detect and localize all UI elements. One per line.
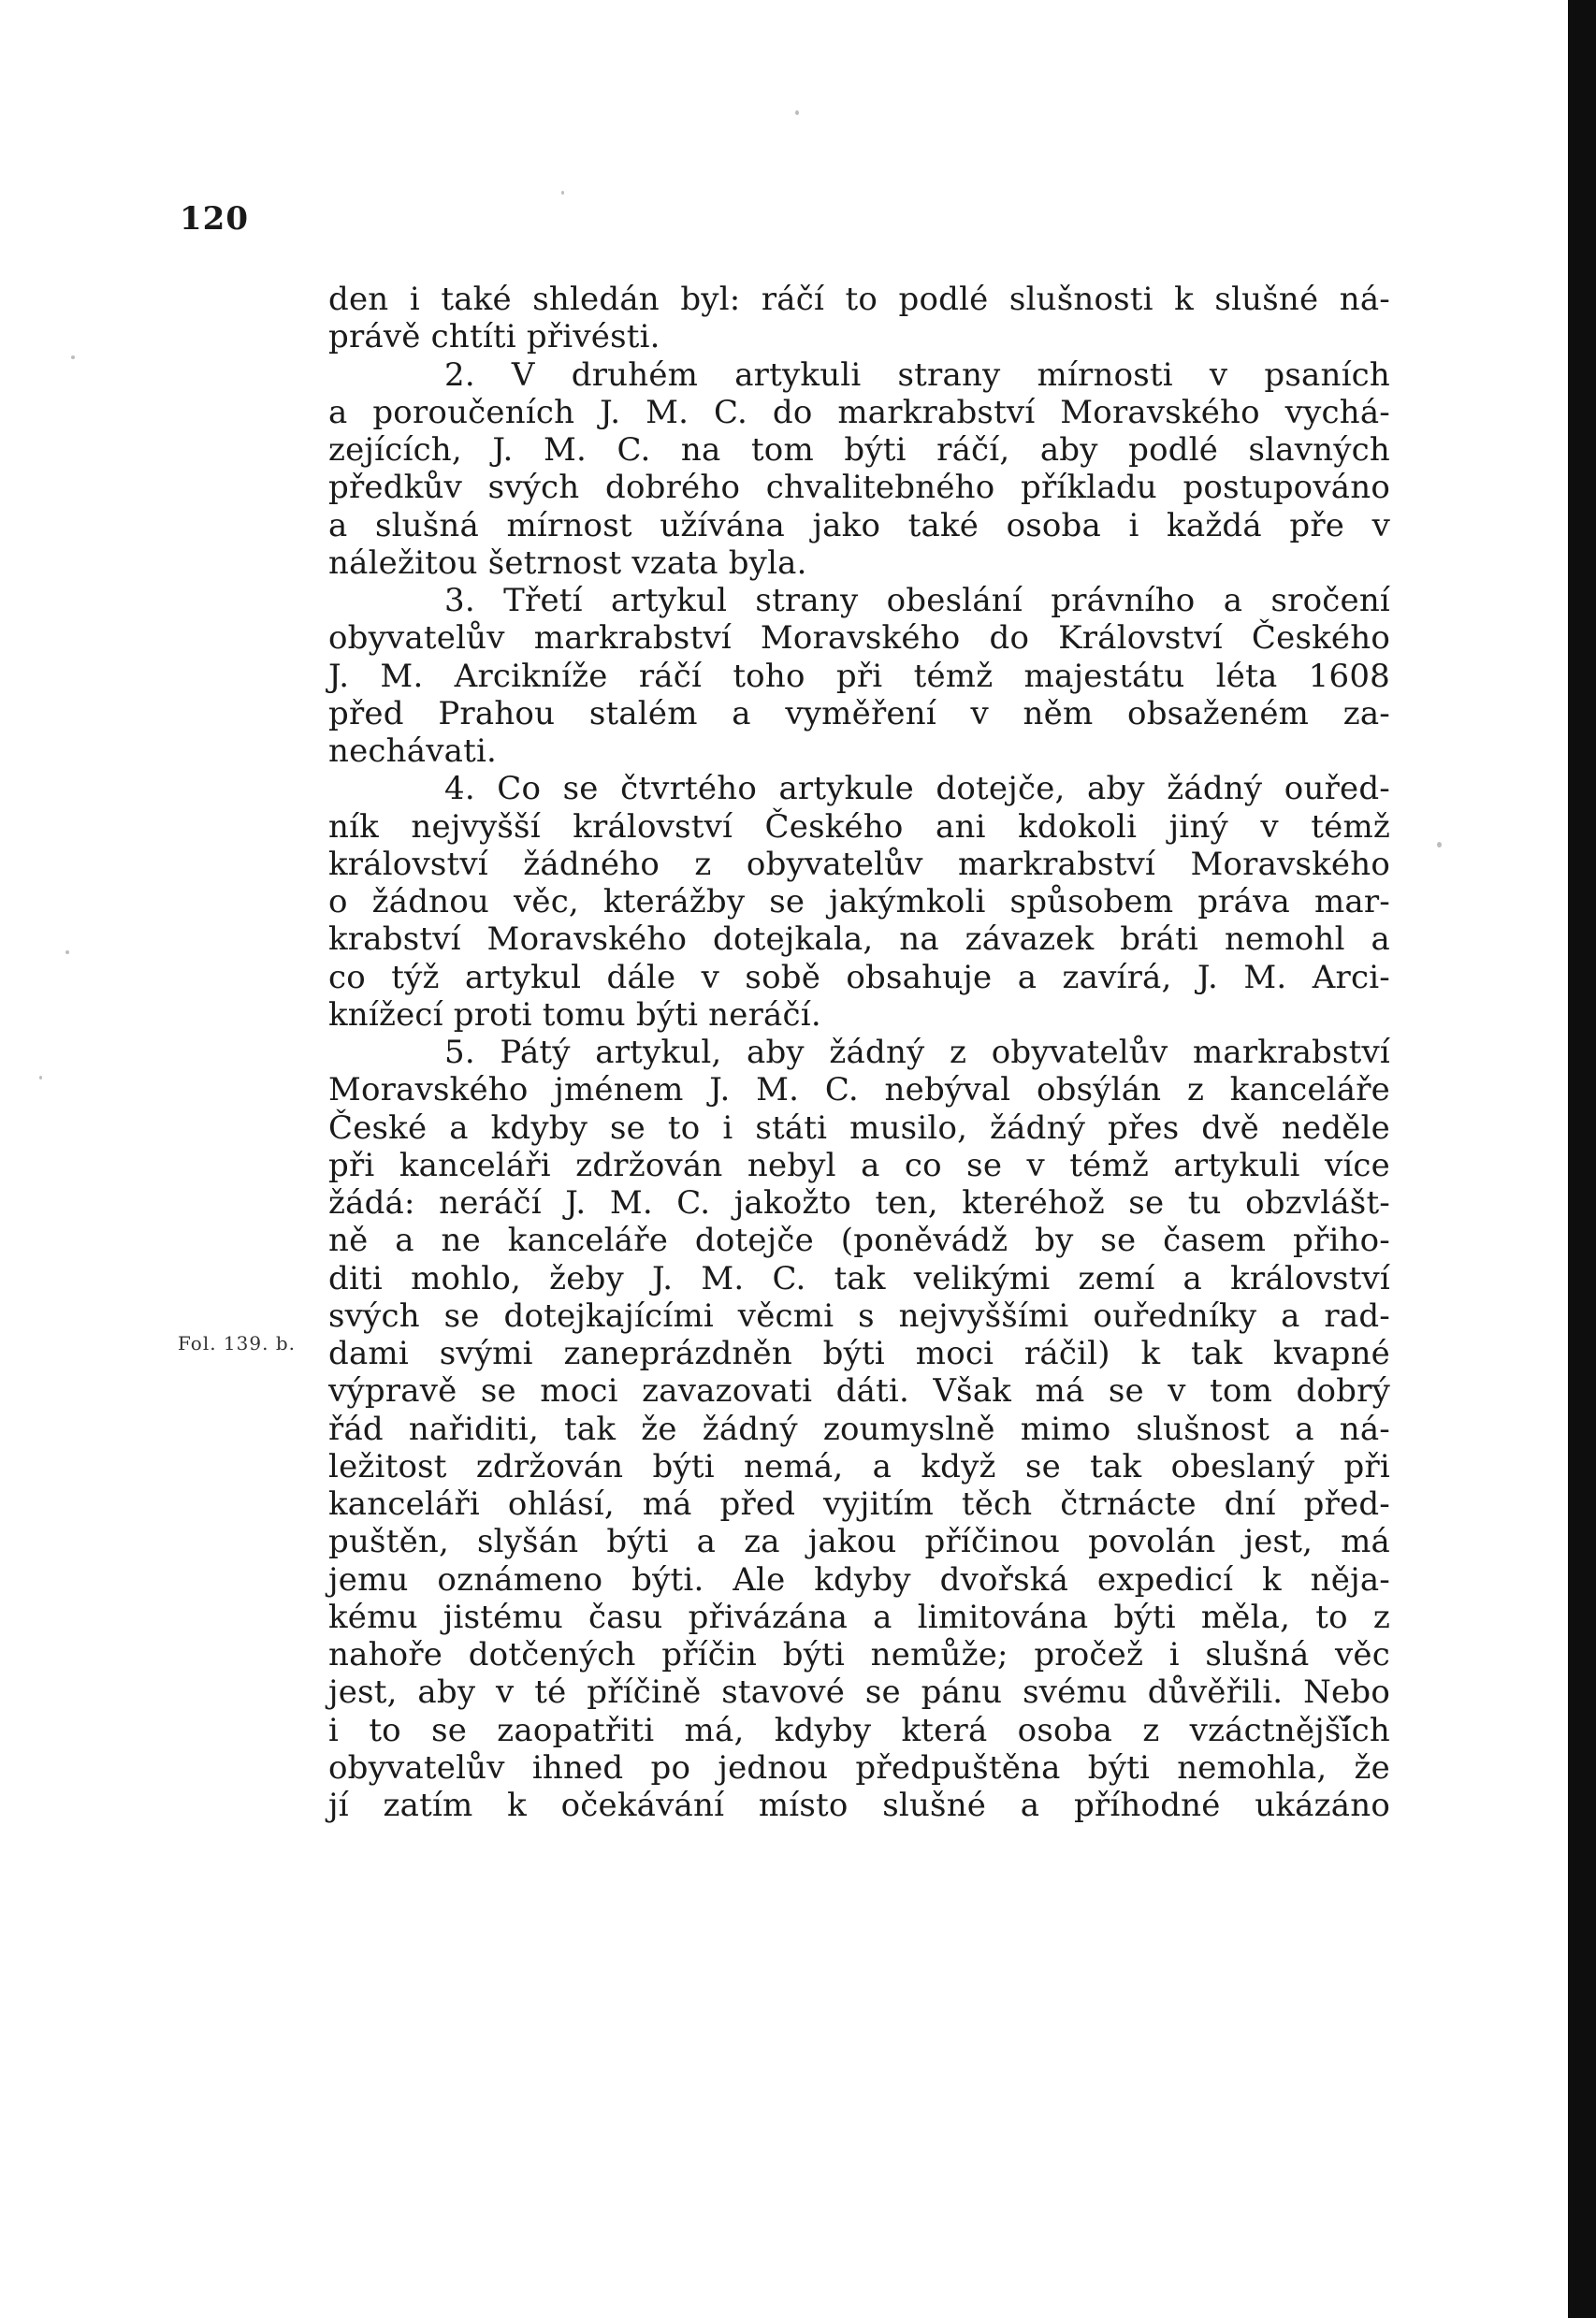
text-line: náležitou šetrnost vzata byla. [328,543,807,582]
text-line: jest, aby v té příčině stavové se pánu svému důvěřili. Nebo [328,1673,1390,1712]
text-line: jemu oznámeno býti. Ale kdyby dvořská expedicí k něja- [328,1560,1390,1599]
text-line: puštěn, slyšán býti a za jakou příčinou povolán jest, má [328,1523,1390,1561]
text-line: svých se dotejkajícími věcmi s nejvyššími ouředníky a rad- [328,1297,1390,1335]
scan-speck [65,950,69,954]
text-line: a slušná mírnost užívána jako také osoba i každá pře v [328,506,1390,544]
text-line: 3. Třetí artykul strany obeslání právního a sročení [444,582,1390,619]
text-line: knížecí proti tomu býti neráčí. [328,995,821,1034]
text-line: ležitost zdržován býti nemá, a když se tak obeslaný při [328,1447,1390,1485]
paragraph-5 [328,1034,1390,1824]
text-line: J. M. Arcikníže ráčí toho při témž majestátu léta 1608 [328,657,1390,695]
text-line: den i také shledán byl: ráčí to podlé slušnosti k slušné ná- [328,281,1390,318]
text-line: co týž artykul dále v sobě obsahuje a zavírá, J. M. Arci- [328,958,1390,996]
text-line: kanceláři ohlásí, má před vyjitím těch čtrnácte dní před- [328,1485,1390,1523]
page-edge [1568,0,1596,2318]
text-line: 4. Co se čtvrtého artykule dotejče, aby žádný ouřed- [444,770,1390,808]
scan-speck [561,191,564,195]
text-line: Moravského jménem J. M. C. nebýval obsýlán z kanceláře [328,1071,1390,1109]
text-line: při kanceláři zdržován nebyl a co se v témž artykuli více [328,1146,1390,1184]
text-line: právě chtíti přivésti. [328,318,660,356]
body-text [328,281,1390,1824]
text-line: jí zatím k očekávání místo slušné a příhodné ukázáno [328,1787,1390,1824]
paragraph-1 [328,281,1390,356]
text-line: dami svými zaneprázdněn býti moci ráčil) k tak kvapné [328,1335,1390,1372]
page-number: 120 [180,200,249,238]
text-line: žádá: neráčí J. M. C. jakožto ten, kteréhož se tu obzvlášt- [328,1184,1390,1222]
text-line: nahoře dotčených příčin býti nemůže; pročež i slušná věc [328,1636,1390,1673]
text-line: kému jistému času přivázána a limitována býti měla, to z [328,1598,1390,1636]
text-line: České a kdyby se to i státi musilo, žádný přes dvě neděle [328,1108,1390,1147]
text-line: 2. V druhém artykuli strany mírnosti v psaních [444,355,1390,394]
text-line: předkův svých dobrého chvalitebného příkladu postupováno [328,469,1390,507]
text-line: před Prahou stalém a vyměření v něm obsaženém za- [328,694,1390,732]
text-line: řád nařiditi, tak že žádný zoumyslně mimo slušnost a ná- [328,1410,1390,1448]
folio-margin-note: Fol. 139. b. [178,1332,296,1355]
text-line: a poroučeních J. M. C. do markrabství Moravského vychá- [328,393,1390,431]
paragraph-3 [328,582,1390,770]
text-line: výpravě se moci zavazovati dáti. Však má se v tom dobrý [328,1372,1390,1411]
text-line: nechávati. [328,732,498,770]
text-line: království žádného z obyvatelův markrabství Moravského [328,845,1390,883]
scan-speck [1437,842,1442,848]
scan-speck [795,110,799,115]
text-line: i to se zaopatřiti má, kdyby která osoba z vzáctnější̌ch [328,1711,1390,1749]
text-line: ně a ne kanceláře dotejče (poněvádž by se časem přiho- [328,1222,1390,1260]
paragraph-2 [328,356,1390,583]
text-line: ník nejvyšší království Českého ani kdokoli jiný v témž [328,807,1390,846]
text-line: 5. Pátý artykul, aby žádný z obyvatelův markrabství [444,1034,1390,1071]
text-line: zejících, J. M. C. na tom býti ráčí, aby podlé slavných [328,431,1390,469]
text-line: o žádnou věc, kterážby se jakýmkoli spůsobem práva mar- [328,883,1390,920]
scan-speck [39,1076,42,1079]
scan-speck [71,355,75,359]
text-line: obyvatelův markrabství Moravského do Království Českého [328,619,1390,658]
paragraph-4 [328,770,1390,1034]
text-line: obyvatelův ihned po jednou předpuštěna býti nemohla, že [328,1748,1390,1787]
text-line: diti mohlo, žeby J. M. C. tak velikými zemí a království [328,1259,1390,1297]
text-line: krabství Moravského dotejkala, na závazek bráti nemohl a [328,920,1390,959]
